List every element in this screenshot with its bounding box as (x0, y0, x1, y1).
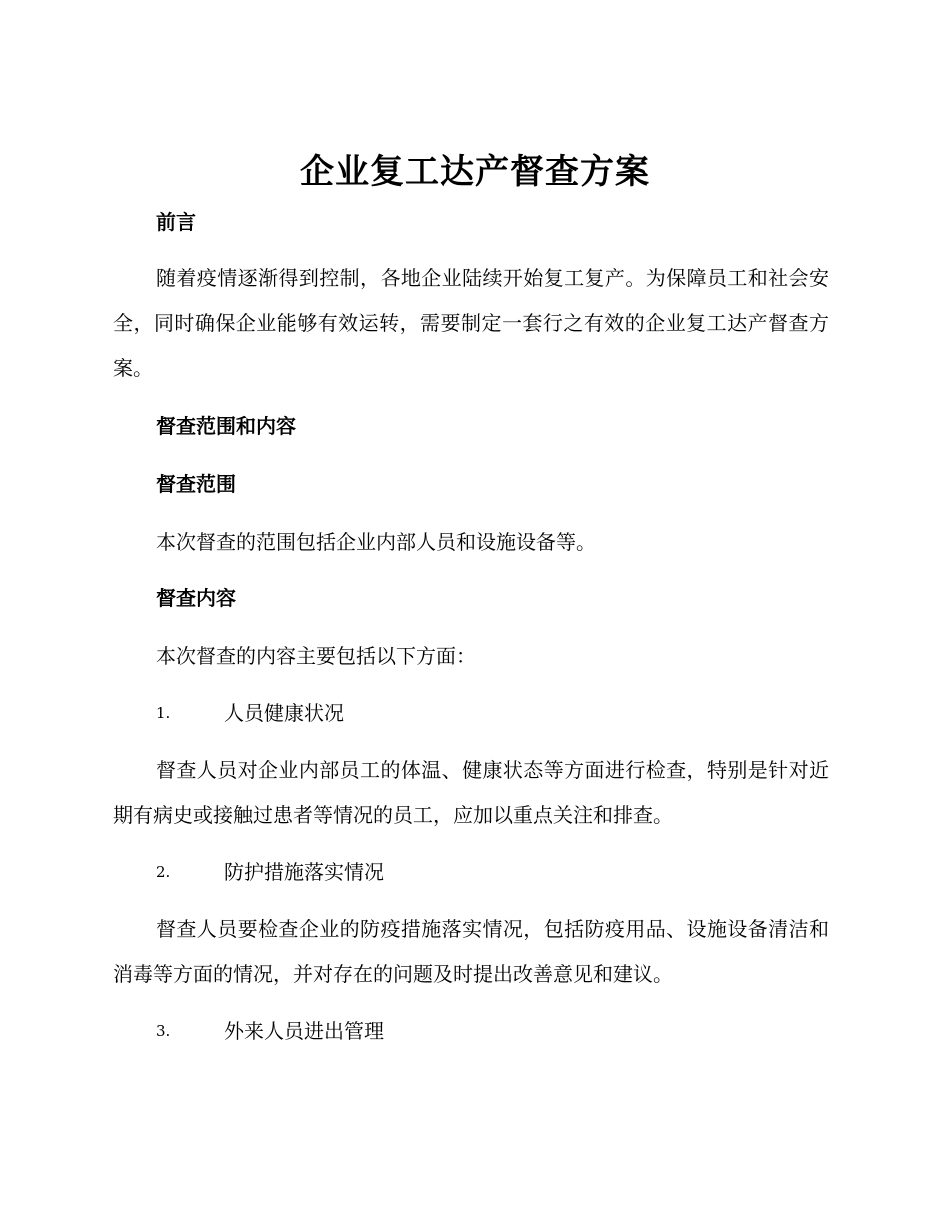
heading-scope: 督查范围 (156, 472, 236, 496)
heading-scope-and-content: 督查范围和内容 (156, 414, 296, 438)
list-number: 1. (156, 704, 171, 722)
paragraph-content-intro: 本次督查的内容主要包括以下方面： (156, 644, 476, 668)
heading-content: 督查内容 (156, 586, 236, 610)
list-number: 2. (156, 863, 171, 881)
list-item-title: 防护措施落实情况 (224, 860, 384, 884)
document-title: 企业复工达产督查方案 (300, 152, 650, 192)
paragraph-item-1: 督查人员对企业内部员工的体温、健康状态等方面进行检查，特别是针对近期有病史或接触过患者等情况的员工，应加以重点关注和排查。 (113, 758, 829, 827)
list-item-title: 外来人员进出管理 (224, 1019, 384, 1043)
paragraph-preface: 随着疫情逐渐得到控制，各地企业陆续开始复工复产。为保障员工和社会安全，同时确保企业能够有效运转，需要制定一套行之有效的企业复工达产督查方案。 (113, 266, 829, 380)
paragraph-item-2: 督查人员要检查企业的防疫措施落实情况，包括防疫用品、设施设备清洁和消毒等方面的情况，并对存在的问题及时提出改善意见和建议。 (113, 917, 829, 986)
paragraph-scope: 本次督查的范围包括企业内部人员和设施设备等。 (156, 530, 596, 554)
list-number: 3. (156, 1022, 171, 1040)
heading-preface: 前言 (156, 210, 196, 234)
list-item-title: 人员健康状况 (224, 701, 344, 725)
